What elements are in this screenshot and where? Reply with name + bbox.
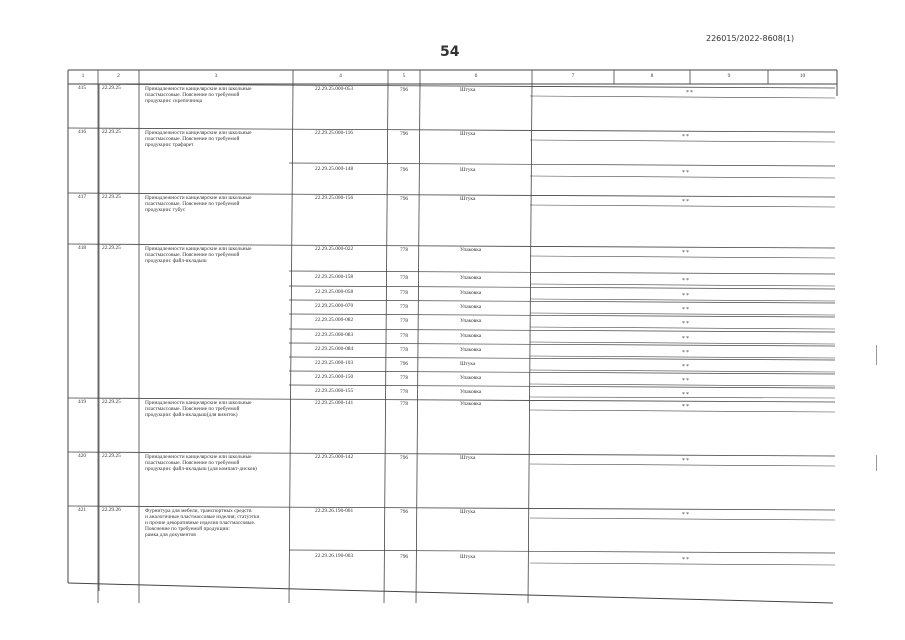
unit-name: Штука bbox=[460, 361, 476, 367]
row-number: 418 bbox=[78, 245, 87, 251]
okei-code: 796 bbox=[400, 196, 409, 202]
unit-name: Штука bbox=[460, 167, 476, 173]
ktru-code: 22.29.25.000-058 bbox=[315, 289, 354, 295]
unit-name: Упаковка bbox=[460, 375, 482, 381]
column-header: 5 bbox=[402, 73, 406, 79]
row-number: 416 bbox=[78, 129, 87, 135]
value-mark: ** bbox=[682, 458, 690, 464]
ktru-code: 22.29.25.000-070 bbox=[315, 303, 354, 309]
okei-code: 796 bbox=[400, 131, 409, 137]
row-number: 421 bbox=[78, 507, 87, 513]
unit-name: Упаковка bbox=[460, 304, 482, 310]
page-number: 54 bbox=[440, 44, 460, 60]
okpd-code: 22.29.25 bbox=[102, 245, 121, 251]
column-header: 9 bbox=[727, 73, 731, 79]
product-description: Принадлежности канцелярские или школьные пластмассовые. Пояснение по требуемой продукции: трафарет bbox=[145, 130, 252, 148]
unit-name: Штука bbox=[460, 131, 476, 137]
column-header: 3 bbox=[214, 73, 218, 79]
value-mark: ** bbox=[682, 321, 690, 327]
value-mark: ** bbox=[682, 170, 690, 176]
row-number: 420 bbox=[78, 453, 87, 459]
ktru-code: 22.29.26.190-001 bbox=[315, 508, 354, 514]
okpd-code: 22.29.25 bbox=[102, 129, 121, 135]
ktru-code: 22.29.25.000-148 bbox=[315, 166, 354, 172]
unit-name: Штука bbox=[460, 554, 476, 560]
unit-name: Упаковка bbox=[460, 333, 482, 339]
okei-code: 778 bbox=[400, 290, 409, 296]
okei-code: 778 bbox=[400, 347, 409, 353]
column-header: 10 bbox=[799, 73, 806, 79]
ktru-code: 22.29.25.000-150 bbox=[315, 374, 354, 380]
value-mark: ** bbox=[682, 404, 690, 410]
product-description: Принадлежности канцелярские или школьные пластмассовые. Пояснение по требуемой продукции: файл-вкладыш (для компакт-дисков) bbox=[145, 454, 257, 472]
unit-name: Упаковка bbox=[460, 347, 482, 353]
okpd-code: 22.29.25 bbox=[102, 399, 121, 405]
unit-name: Штука bbox=[460, 196, 476, 202]
okei-code: 778 bbox=[400, 304, 409, 310]
value-mark: ** bbox=[682, 199, 690, 205]
column-header: 1 bbox=[81, 73, 85, 79]
column-header: 6 bbox=[474, 73, 478, 79]
row-number: 419 bbox=[78, 399, 87, 405]
product-description: Фурнитура для мебели, транспортных средств и аналогичные пластмассовые изделия; статуэтки и прочие декоративные изделия пластмассовые. Пояснение по требуемой продукции: рамка для документов bbox=[145, 508, 260, 538]
row-number: 417 bbox=[78, 194, 87, 200]
ktru-code: 22.29.25.000-053 bbox=[315, 86, 354, 92]
value-mark: ** bbox=[682, 392, 690, 398]
okpd-code: 22.29.25 bbox=[102, 85, 121, 91]
column-header: 8 bbox=[650, 73, 654, 79]
row-number: 415 bbox=[78, 85, 87, 91]
product-description: Принадлежности канцелярские или школьные пластмассовые. Пояснение по требуемой продукции: скрепочница bbox=[145, 86, 252, 104]
okei-code: 796 bbox=[400, 554, 409, 560]
document-id: 226015/2022-8608(1) bbox=[706, 34, 795, 43]
okei-code: 778 bbox=[400, 333, 409, 339]
okei-code: 796 bbox=[400, 167, 409, 173]
unit-name: Штука bbox=[460, 509, 476, 515]
okei-code: 778 bbox=[400, 247, 409, 253]
value-mark: ** bbox=[682, 278, 690, 284]
okei-code: 796 bbox=[400, 455, 409, 461]
value-mark: ** bbox=[682, 350, 690, 356]
okei-code: 778 bbox=[400, 401, 409, 407]
product-description: Принадлежности канцелярские или школьные пластмассовые. Пояснение по требуемой продукции: файл-вкладыш(для визиток) bbox=[145, 400, 252, 418]
unit-name: Упаковка bbox=[460, 389, 482, 395]
unit-name: Упаковка bbox=[460, 318, 482, 324]
column-header: 7 bbox=[571, 73, 575, 79]
ktru-code: 22.29.25.000-083 bbox=[315, 332, 354, 338]
okei-code: 778 bbox=[400, 275, 409, 281]
unit-name: Штука bbox=[460, 455, 476, 461]
value-mark: ** bbox=[682, 293, 690, 299]
value-mark: ** bbox=[682, 336, 690, 342]
unit-name: Упаковка bbox=[460, 247, 482, 253]
value-mark: ** bbox=[682, 378, 690, 384]
value-mark: ** bbox=[682, 364, 690, 370]
column-header: 4 bbox=[339, 73, 342, 79]
column-header: 2 bbox=[117, 73, 120, 79]
okei-code: 778 bbox=[400, 318, 409, 324]
ktru-code: 22.29.25.000-142 bbox=[315, 454, 354, 460]
ktru-code: 22.29.26.190-003 bbox=[315, 553, 354, 559]
ktru-code: 22.29.25.000-082 bbox=[315, 317, 354, 323]
ktru-code: 22.29.25.000-103 bbox=[315, 360, 354, 366]
ktru-code: 22.29.25.000-116 bbox=[315, 130, 353, 136]
okei-code: 796 bbox=[400, 509, 409, 515]
value-mark: ** bbox=[682, 307, 690, 313]
value-mark: ** bbox=[682, 250, 690, 256]
okpd-code: 22.29.25 bbox=[102, 194, 121, 200]
ktru-code: 22.29.25.000-141 bbox=[315, 400, 354, 406]
margin-mark-right-2 bbox=[876, 455, 877, 471]
unit-name: Упаковка bbox=[460, 401, 482, 407]
unit-name: Штука bbox=[460, 87, 476, 93]
okei-code: 796 bbox=[400, 361, 409, 367]
ktru-code: 22.29.25.000-022 bbox=[315, 246, 354, 252]
product-description: Принадлежности канцелярские или школьные пластмассовые. Пояснение по требуемой продукции: файл-вкладыш bbox=[145, 246, 252, 264]
okpd-code: 22.29.26 bbox=[102, 507, 121, 513]
okei-code: 796 bbox=[400, 87, 409, 93]
value-mark: ** bbox=[682, 134, 690, 140]
value-mark: ** bbox=[682, 557, 690, 563]
ktru-code: 22.29.25.000-156 bbox=[315, 195, 354, 201]
ktru-code: 22.29.25.000-155 bbox=[315, 388, 354, 394]
value-mark: ** bbox=[686, 90, 694, 96]
unit-name: Упаковка bbox=[460, 275, 482, 281]
margin-mark-right bbox=[876, 345, 877, 365]
ktru-code: 22.29.25.000-084 bbox=[315, 346, 354, 352]
okei-code: 778 bbox=[400, 389, 409, 395]
ktru-code: 22.29.25.000-158 bbox=[315, 274, 354, 280]
okei-code: 778 bbox=[400, 375, 409, 381]
value-mark: ** bbox=[682, 512, 690, 518]
okpd-code: 22.29.25 bbox=[102, 453, 121, 459]
product-description: Принадлежности канцелярские или школьные пластмассовые. Пояснение по требуемой продукции: тубус bbox=[145, 195, 252, 213]
unit-name: Упаковка bbox=[460, 290, 482, 296]
